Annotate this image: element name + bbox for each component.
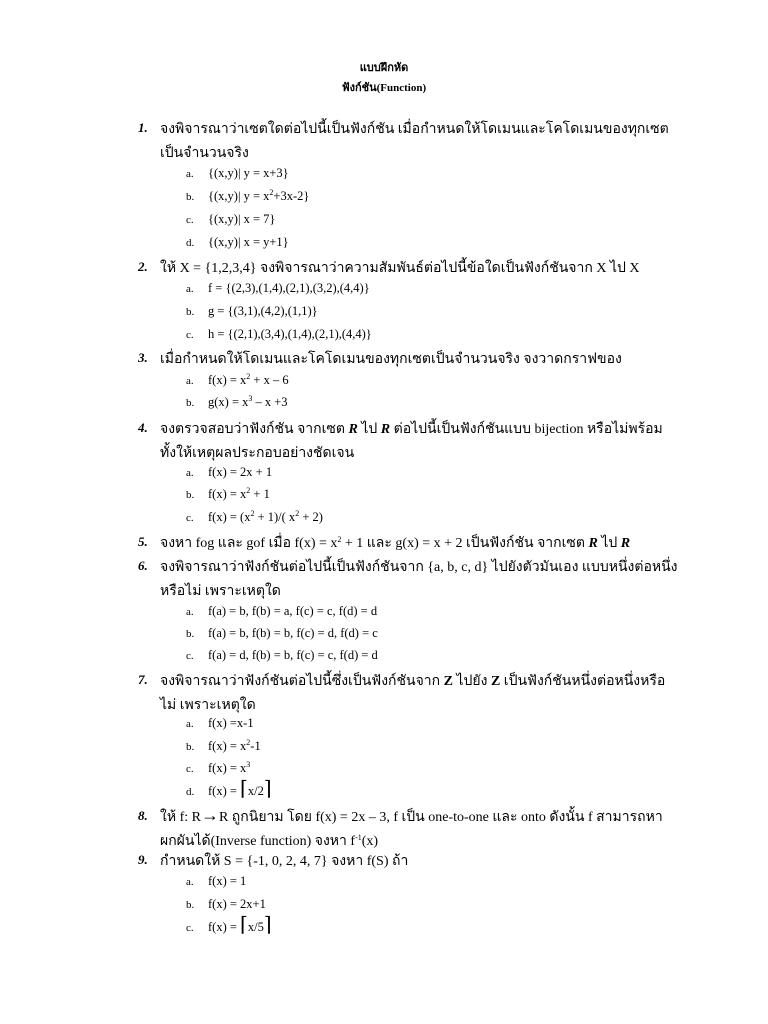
option-label: c. bbox=[186, 763, 194, 775]
question-8-text-line2: ผกผันได้(Inverse function) จงหา $f^{-1}(x)$ bbox=[160, 833, 379, 849]
option-text: f(x) =x-1 bbox=[208, 716, 254, 730]
option-label: b. bbox=[186, 397, 195, 409]
option-label: c. bbox=[186, 650, 194, 662]
question-4-number: 4. bbox=[138, 420, 148, 435]
question-7-text-line2: ไม่ เพราะเหตุใด bbox=[160, 698, 256, 713]
question-4-text: จงตรวจสอบว่าฟังก์ชัน จากเซต R ไป R ต่อไปนี้เป็นฟังก์ชันแบบ bijection หรือไม่พร้อม bbox=[160, 422, 663, 437]
option-label: a. bbox=[186, 375, 194, 387]
question-2-number: 2. bbox=[138, 259, 148, 274]
option-label: c. bbox=[186, 512, 194, 524]
question-4-text-line2: ทั้งให้เหตุผลประกอบอย่างชัดเจน bbox=[160, 446, 355, 461]
option-text: f(x) = ⌈x/5⌉ bbox=[208, 914, 272, 936]
option-label: a. bbox=[186, 168, 194, 180]
option-text: g = {(3,1),(4,2),(1,1)} bbox=[208, 304, 318, 318]
question-2-text: ให้ X = {1,2,3,4} จงพิจารณาว่าความสัมพันธ์ต่อไปนี้ข้อใดเป็นฟังก์ชันจาก X ไป X bbox=[160, 261, 640, 276]
question-8-text: ให้ f: R→R ถูกนิยาม โดย f(x) = 2x – 3, f เป็น one-to-one และ onto ดังนั้น f สามารถหา bbox=[160, 805, 663, 825]
question-1-text-line2: เป็นจำนวนจริง bbox=[160, 146, 249, 161]
option-text: $f(x) = x^2-1$ bbox=[208, 738, 261, 753]
option-text: f(x) = 2x + 1 bbox=[208, 465, 273, 479]
option-label: a. bbox=[186, 283, 194, 295]
option-text: $f(x) = (x^2 + 1)/$( $x^2 + 2$) bbox=[208, 509, 323, 524]
page-title: แบบฝึกหัด bbox=[359, 62, 409, 74]
question-8-number: 8. bbox=[138, 808, 148, 823]
option-label: b. bbox=[186, 306, 195, 318]
option-label: c. bbox=[186, 329, 194, 341]
option-text: $g(x) = x^3 - x +3$ bbox=[208, 394, 288, 409]
question-7-text: จงพิจารณาว่าฟังก์ชันต่อไปนี้ซึ่งเป็นฟังก์ชันจาก Z ไปยัง Z เป็นฟังก์ชันหนึ่งต่อหนึ่งหรือ bbox=[160, 674, 666, 689]
option-text: $f(x) = x^2 + 1$ bbox=[208, 486, 270, 501]
option-text: f = {(2,3),(1,4),(2,1),(3,2),(4,4)} bbox=[208, 281, 370, 295]
option-label: d. bbox=[186, 786, 195, 798]
option-label: b. bbox=[186, 628, 195, 640]
question-7-number: 7. bbox=[138, 672, 148, 687]
question-1-text: จงพิจารณาว่าเซตใดต่อไปนี้เป็นฟังก์ชัน เมื่อกำหนดให้โดเมนและโคโดเมนของทุกเซต bbox=[160, 122, 669, 137]
option-text: f(a) = d, f(b) = b, f(c) = c, f(d) = d bbox=[208, 648, 378, 662]
question-6-number: 6. bbox=[138, 558, 148, 573]
option-text: h = {(2,1),(3,4),(1,4),(2,1),(4,4)} bbox=[208, 327, 372, 341]
option-text: {(x,y)| y = x+3} bbox=[208, 166, 289, 180]
option-label: a. bbox=[186, 876, 194, 888]
question-9-number: 9. bbox=[138, 852, 148, 867]
option-label: d. bbox=[186, 237, 195, 249]
option-label: a. bbox=[186, 467, 194, 479]
option-text: f(a) = b, f(b) = b, f(c) = d, f(d) = c bbox=[208, 626, 378, 640]
question-1-number: 1. bbox=[138, 120, 148, 135]
question-5-text: จงหา fog และ gof เมื่อ $f(x) = x^2 + 1$ และ g(x) = x + 2 เป็นฟังก์ชัน จากเซต R ไป R bbox=[160, 535, 631, 551]
option-text: f(a) = b, f(b) = a, f(c) = c, f(d) = d bbox=[208, 604, 378, 618]
question-5-number: 5. bbox=[138, 534, 148, 549]
option-label: b. bbox=[186, 741, 195, 753]
option-label: c. bbox=[186, 922, 194, 934]
option-label: a. bbox=[186, 606, 194, 618]
option-text: {(x,y)| x = 7} bbox=[208, 212, 276, 226]
option-text: f(x) = 1 bbox=[208, 874, 247, 888]
option-text: $f(x) = x^3$ bbox=[208, 760, 251, 775]
question-6-text-line2: หรือไม่ เพราะเหตุใด bbox=[160, 584, 281, 599]
question-6-text: จงพิจารณาว่าฟังก์ชันต่อไปนี้เป็นฟังก์ชันจาก {a, b, c, d} ไปยังตัวมันเอง แบบหนึ่งต่อหนึ่ง bbox=[160, 560, 678, 575]
option-text: {(x,y)| x = y+1} bbox=[208, 235, 289, 249]
option-label: b. bbox=[186, 489, 195, 501]
option-label: b. bbox=[186, 899, 195, 911]
option-text: f(x) = 2x+1 bbox=[208, 897, 266, 911]
page-subtitle: ฟังก์ชัน(Function) bbox=[341, 82, 427, 94]
option-text: {(x,y)| $y = x^2+3x-2$} bbox=[208, 188, 310, 203]
question-3-number: 3. bbox=[138, 350, 148, 365]
option-label: a. bbox=[186, 718, 194, 730]
option-label: b. bbox=[186, 191, 195, 203]
right-arrow-icon: → bbox=[200, 805, 219, 825]
option-text: $f(x) = x^2 + x - 6$ bbox=[208, 372, 289, 387]
question-3-text: เมื่อกำหนดให้โดเมนและโคโดเมนของทุกเซตเป็นจำนวนจริง จงวาดกราฟของ bbox=[160, 352, 622, 367]
option-label: c. bbox=[186, 214, 194, 226]
question-9-text: กำหนดให้ S = {-1, 0, 2, 4, 7} จงหา f(S) ถ้า bbox=[160, 854, 409, 869]
option-text: f(x) = ⌈x/2⌉ bbox=[208, 778, 272, 800]
